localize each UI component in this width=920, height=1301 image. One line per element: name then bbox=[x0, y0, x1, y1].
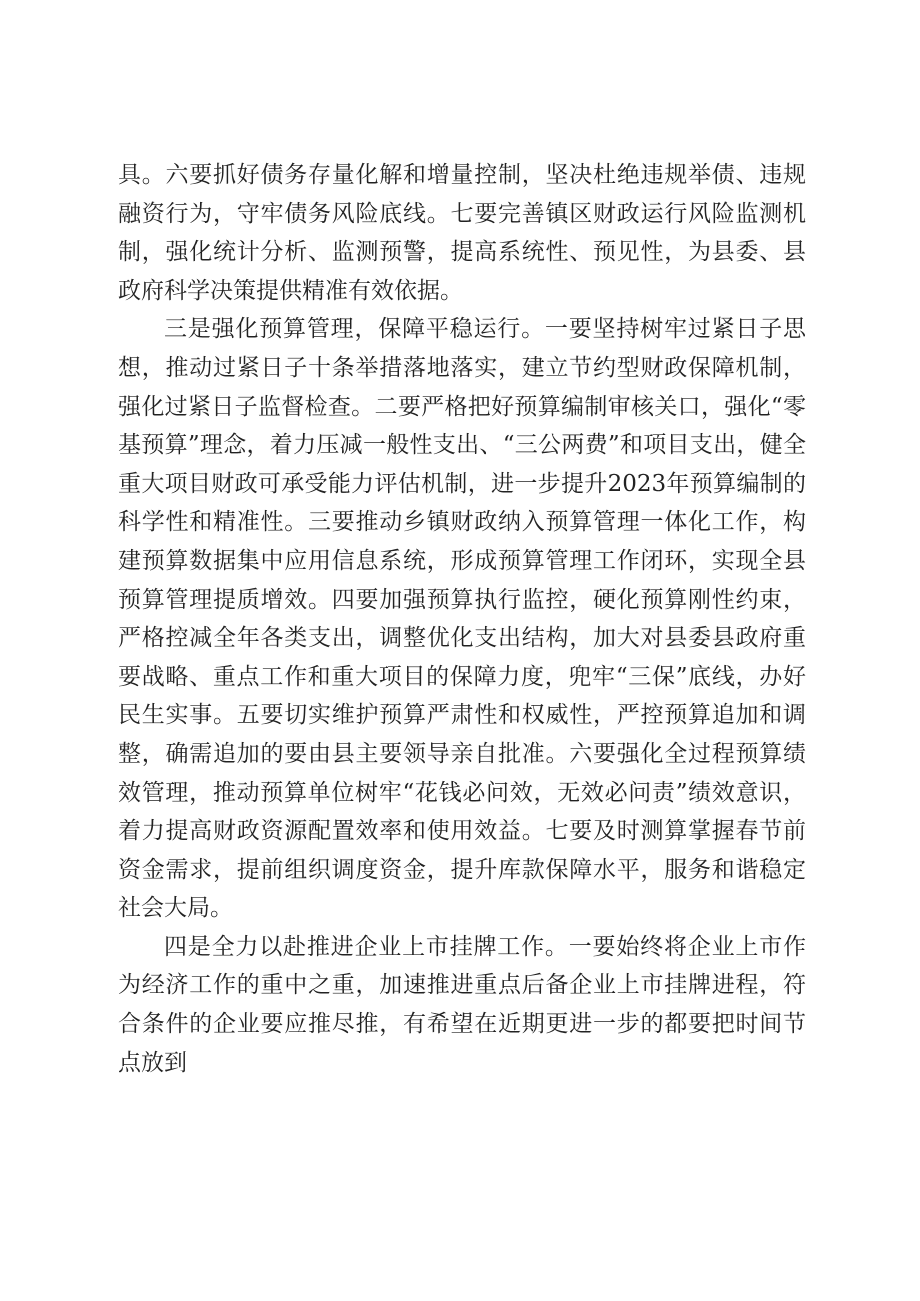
paragraph-1: 具。六要抓好债务存量化解和增量控制，坚决杜绝违规举债、违规融资行为，守牢债务风险底线。七要完善镇区财政运行风险监测机制，强化统计分析、监测预警，提高系统性、预见性，为县委、县政府科学决策提供精准有效依据。 bbox=[118, 162, 806, 304]
paragraph-2: 三是强化预算管理，保障平稳运行。一要坚持树牢过紧日子思想，推动过紧日子十条举措落地落实，建立节约型财政保障机制，强化过紧日子监督检查。二要严格把好预算编制审核关口，强化“零基预算”理念，着力压减一般性支出、“三公两费”和项目支出，健全重大项目财政可承受能力评估机制，进一步提升2023年预算编制的科学性和精准性。三要推动乡镇财政纳入预算管理一体化工作，构建预算数据集中应用信息系统，形成预算管理工作闭环，实现全县预算管理提质增效。四要加强预算执行监控，硬化预算刚性约束，严格控减全年各类支出，调整优化支出结构，加大对县委县政府重要战略、重点工作和重大项目的保障力度，兜牢“三保”底线，办好民生实事。五要切实维护预算严肃性和权威性，严控预算追加和调整，确需追加的要由县主要领导亲自批准。六要强化全过程预算绩效管理，推动预算单位树牢“花钱必问效，无效必问责”绩效意识，着力提高财政资源配置效率和使用效益。七要及时测算掌握春节前资金需求，提前组织调度资金，提升库款保障水平，服务和谐稳定社会大局。 bbox=[118, 316, 806, 922]
paragraph-3: 四是全力以赴推进企业上市挂牌工作。一要始终将企业上市作为经济工作的重中之重，加速推进重点后备企业上市挂牌进程，符合条件的企业要应推尽推，有希望在近期更进一步的都要把时间节点放到 bbox=[118, 933, 806, 1076]
document-body bbox=[118, 156, 806, 1082]
